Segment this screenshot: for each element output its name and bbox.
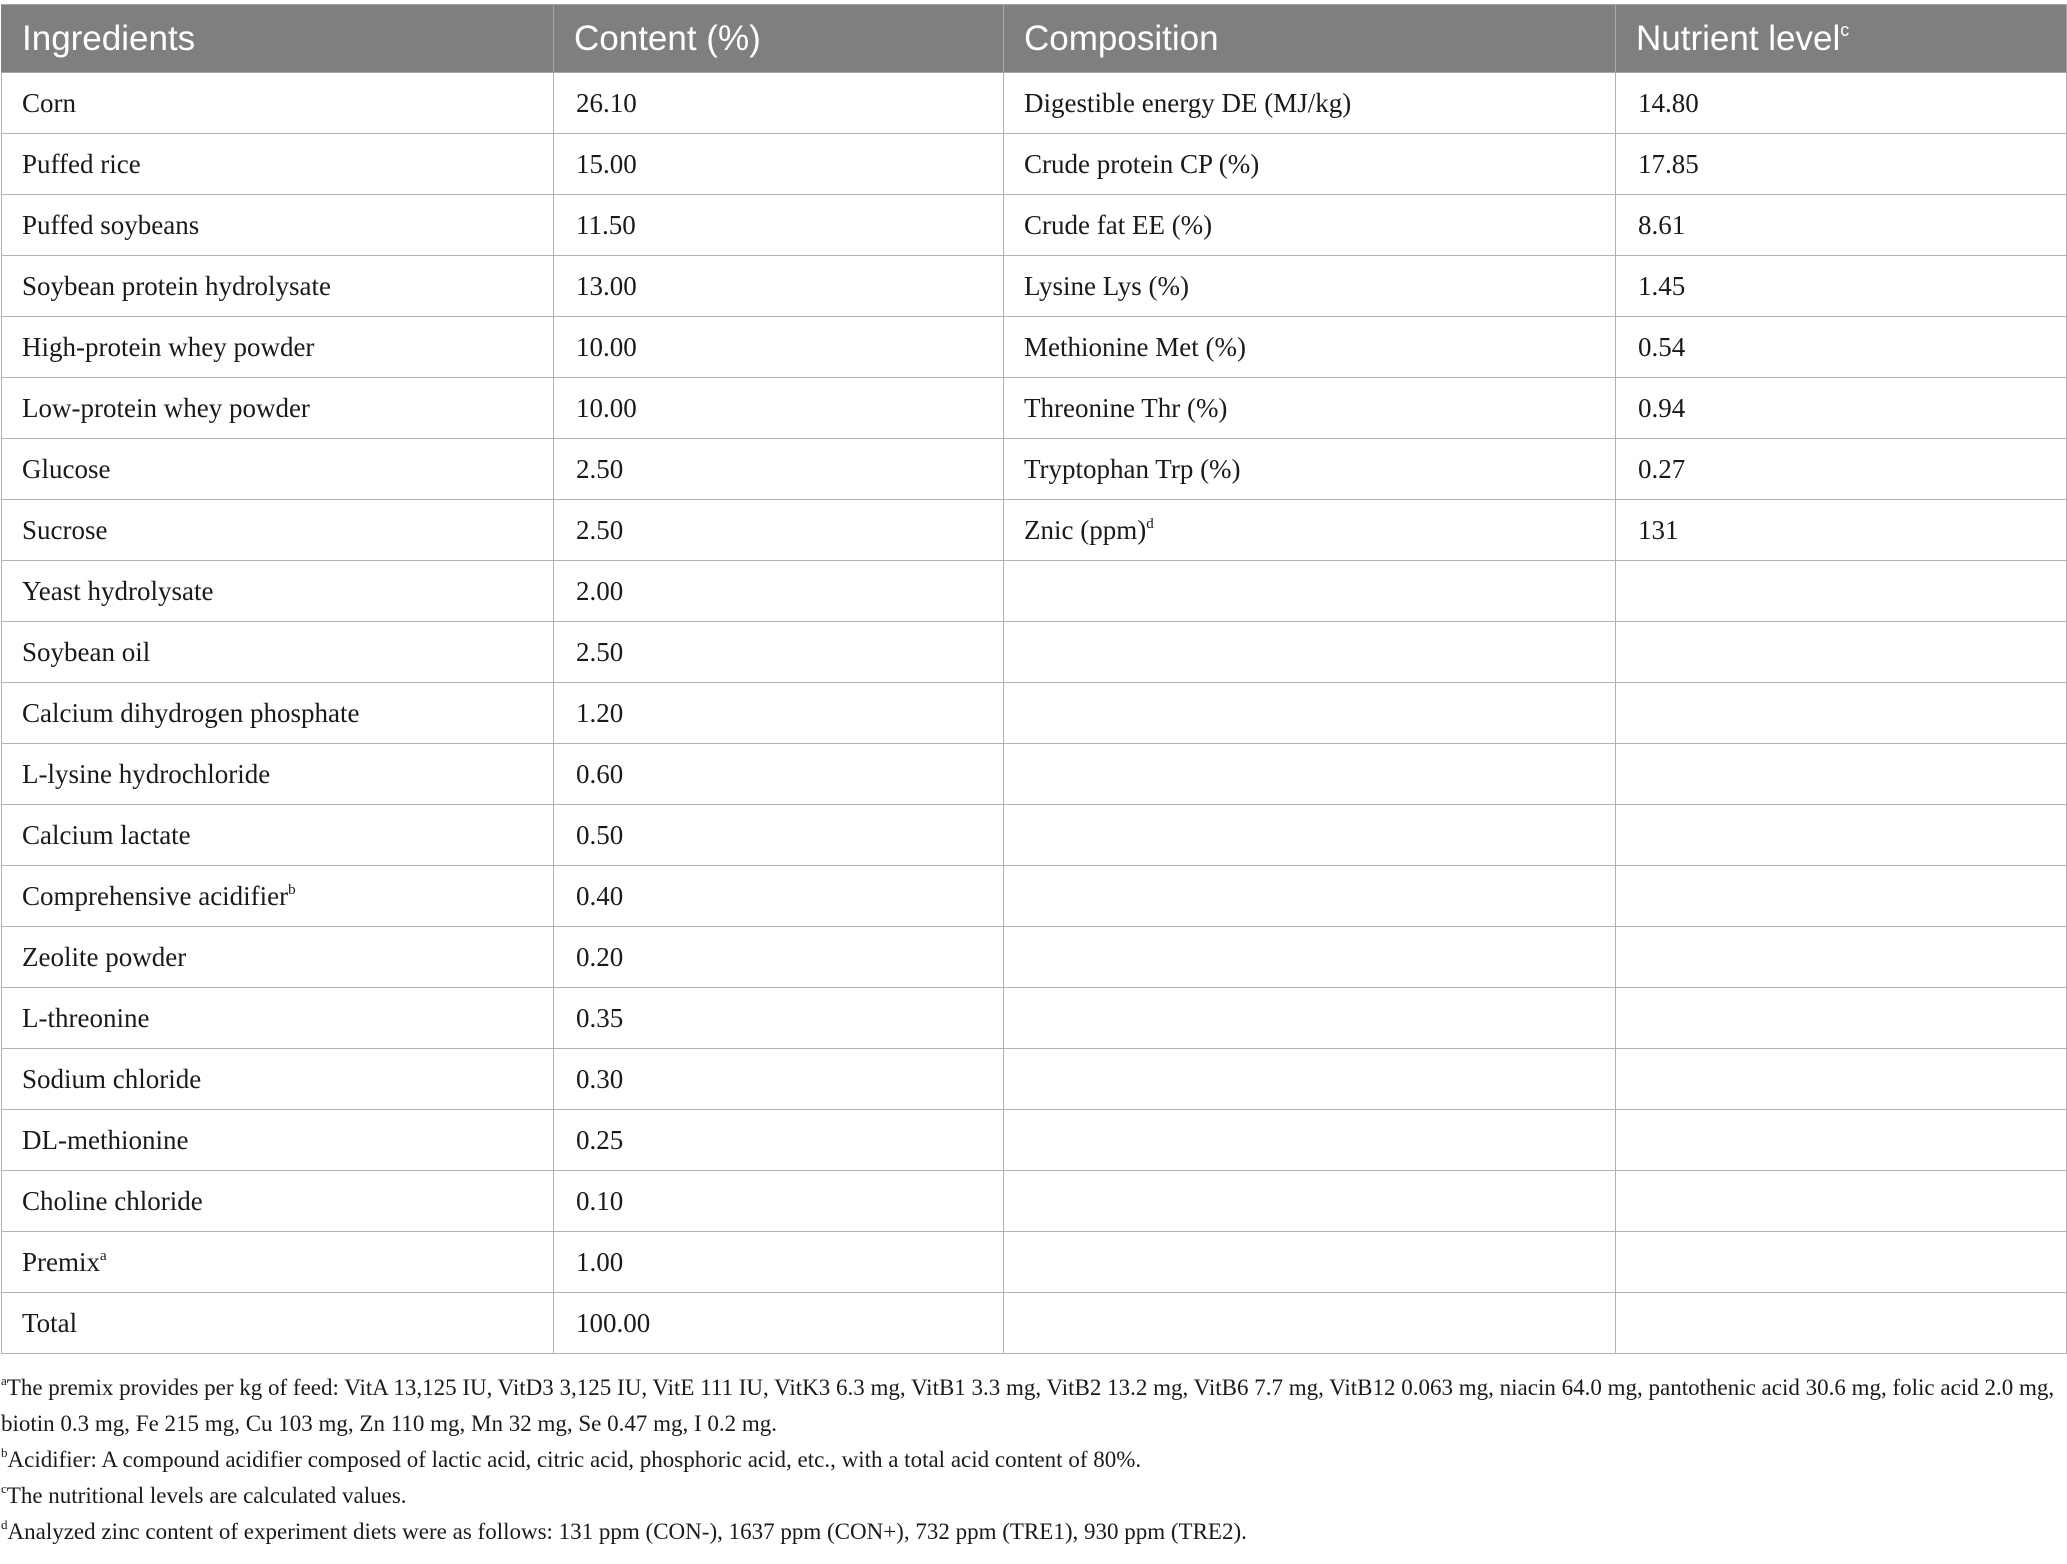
ingredient-cell-text: Choline chloride [22, 1185, 203, 1216]
content-cell [554, 317, 1004, 378]
footnotes [0, 1370, 2060, 1550]
ingredient-cell-text: Sucrose [22, 514, 108, 545]
footnote-a [0, 1370, 2060, 1442]
nutrient-level-cell-text: 0.54 [1638, 331, 1686, 362]
content-cell [554, 195, 1004, 256]
footnote-ref-c: c [1840, 19, 1850, 40]
nutrient-level-cell [1616, 561, 2067, 622]
footnote-mark: d [1, 1517, 8, 1532]
ingredient-cell [2, 378, 554, 439]
nutrient-level-cell [1616, 866, 2067, 927]
composition-cell [1004, 1110, 1616, 1171]
nutrient-level-cell [1616, 1232, 2067, 1293]
table-row [2, 927, 2067, 988]
ingredient-cell-text: Zeolite powder [22, 941, 187, 972]
composition-cell [1004, 683, 1616, 744]
content-cell [554, 683, 1004, 744]
ingredient-cell [2, 744, 554, 805]
content-cell [554, 1232, 1004, 1293]
diet-composition-table [1, 4, 2067, 1354]
ingredient-cell-text: Calcium dihydrogen phosphate [22, 697, 360, 728]
nutrient-level-cell [1616, 134, 2067, 195]
ingredient-cell [2, 73, 554, 134]
header-row [2, 5, 2067, 73]
content-cell [554, 988, 1004, 1049]
nutrient-level-cell-text: 0.94 [1638, 392, 1686, 423]
content-cell [554, 256, 1004, 317]
ingredient-cell-text: DL-methionine [22, 1124, 189, 1155]
ingredient-cell-text: Premix [22, 1246, 100, 1277]
content-cell-text: 13.00 [576, 270, 637, 301]
content-cell-text: 26.10 [576, 87, 637, 118]
composition-cell-text: Tryptophan Trp (%) [1024, 453, 1241, 484]
footnote-d [0, 1514, 2060, 1550]
ingredient-cell-text: Soybean oil [22, 636, 151, 667]
nutrient-level-cell-text: 8.61 [1638, 209, 1686, 240]
ingredient-cell [2, 683, 554, 744]
composition-cell-text: Crude fat EE (%) [1024, 209, 1213, 240]
composition-cell [1004, 256, 1616, 317]
table-row [2, 195, 2067, 256]
table-row [2, 439, 2067, 500]
content-cell [554, 561, 1004, 622]
composition-cell [1004, 73, 1616, 134]
nutrient-level-cell [1616, 378, 2067, 439]
ingredient-cell [2, 927, 554, 988]
footnote-c [0, 1478, 2060, 1514]
footnote-mark: b [1, 1445, 8, 1460]
composition-cell [1004, 927, 1616, 988]
ingredient-cell-text: Corn [22, 87, 76, 118]
content-cell [554, 1110, 1004, 1171]
table-row [2, 805, 2067, 866]
content-cell-text: 1.20 [576, 697, 624, 728]
table-row [2, 1110, 2067, 1171]
table-row [2, 622, 2067, 683]
content-cell-text: 0.10 [576, 1185, 624, 1216]
nutrient-level-cell [1616, 73, 2067, 134]
composition-cell [1004, 1049, 1616, 1110]
content-cell [554, 500, 1004, 561]
composition-cell-text: Digestible energy DE (MJ/kg) [1024, 87, 1352, 118]
ingredient-cell-text: L-lysine hydrochloride [22, 758, 271, 789]
content-cell [554, 1171, 1004, 1232]
ingredient-cell [2, 561, 554, 622]
nutrient-level-cell [1616, 1110, 2067, 1171]
footnote-text: The premix provides per kg of feed: VitA 13,125 IU, VitD3 3,125 IU, VitE 111 IU, VitK3 6.3 mg, VitB1 3.3 mg, VitB2 13.2 mg, VitB6 7.7 mg, VitB12 0.063 mg, niacin 64.0 mg, pantothenic acid 30.6 mg, folic acid 2.0 mg, biotin 0.3 mg, Fe 215 mg, Cu 103 mg, Zn 110 mg, Mn 32 mg, Se 0.47 mg, I 0.2 mg. [1, 1375, 2055, 1436]
footnote-b [0, 1442, 2060, 1478]
content-cell [554, 622, 1004, 683]
ingredient-cell [2, 256, 554, 317]
header-content: Content (%) [554, 5, 1004, 73]
nutrient-level-cell [1616, 988, 2067, 1049]
table-row [2, 317, 2067, 378]
table-row [2, 500, 2067, 561]
content-cell-text: 1.00 [576, 1246, 624, 1277]
composition-cell [1004, 805, 1616, 866]
ingredient-cell-text: Comprehensive acidifier [22, 880, 289, 911]
composition-cell-text: Lysine Lys (%) [1024, 270, 1189, 301]
table-row [2, 378, 2067, 439]
ingredient-cell [2, 988, 554, 1049]
nutrient-level-cell-text: 17.85 [1638, 148, 1699, 179]
table-header [2, 5, 2067, 73]
ingredient-cell [2, 622, 554, 683]
ingredient-cell [2, 805, 554, 866]
composition-cell [1004, 622, 1616, 683]
ingredient-cell-text: Glucose [22, 453, 111, 484]
composition-cell [1004, 1232, 1616, 1293]
ingredient-cell-text: Soybean protein hydrolysate [22, 270, 331, 301]
composition-cell-text: Crude protein CP (%) [1024, 148, 1260, 179]
table-row [2, 561, 2067, 622]
composition-cell [1004, 134, 1616, 195]
nutrient-level-cell [1616, 195, 2067, 256]
composition-cell-text: Methionine Met (%) [1024, 331, 1246, 362]
ingredient-cell-text: Yeast hydrolysate [22, 575, 214, 606]
footnote-mark: c [1, 1481, 7, 1496]
content-cell [554, 1049, 1004, 1110]
ingredient-cell [2, 134, 554, 195]
ingredient-cell-text: Sodium chloride [22, 1063, 202, 1094]
ingredient-cell-text: Puffed rice [22, 148, 141, 179]
nutrient-level-cell [1616, 1293, 2067, 1354]
table-row [2, 1049, 2067, 1110]
ingredient-cell-text: Low-protein whey powder [22, 392, 310, 423]
ingredient-cell [2, 439, 554, 500]
nutrient-level-cell [1616, 744, 2067, 805]
table-row [2, 866, 2067, 927]
ingredient-cell [2, 1110, 554, 1171]
ingredient-cell-text: High-protein whey powder [22, 331, 315, 362]
content-cell-text: 2.50 [576, 453, 624, 484]
footnote-ref: b [288, 881, 296, 898]
content-cell [554, 73, 1004, 134]
ingredient-cell [2, 500, 554, 561]
table-row [2, 256, 2067, 317]
ingredient-cell-text: Puffed soybeans [22, 209, 200, 240]
nutrient-level-cell [1616, 439, 2067, 500]
composition-cell [1004, 988, 1616, 1049]
composition-cell [1004, 439, 1616, 500]
content-cell [554, 866, 1004, 927]
ingredient-cell [2, 1232, 554, 1293]
header-composition: Composition [1004, 5, 1616, 73]
content-cell-text: 0.60 [576, 758, 624, 789]
footnote-text: Analyzed zinc content of experiment diets were as follows: 131 ppm (CON-), 1637 ppm (CON+), 732 ppm (TRE1), 930 ppm (TRE2). [7, 1519, 1247, 1544]
nutrient-level-cell [1616, 317, 2067, 378]
nutrient-level-cell [1616, 805, 2067, 866]
content-cell-text: 0.25 [576, 1124, 624, 1155]
table-row [2, 1171, 2067, 1232]
footnote-text: Acidifier: A compound acidifier composed of lactic acid, citric acid, phosphoric acid, etc., with a total acid content of 80%. [7, 1447, 1142, 1472]
content-cell [554, 927, 1004, 988]
nutrient-level-cell-text: 1.45 [1638, 270, 1686, 301]
content-cell-text: 10.00 [576, 392, 637, 423]
content-cell [554, 805, 1004, 866]
header-ingredients: Ingredients [2, 5, 554, 73]
content-cell-text: 0.35 [576, 1002, 624, 1033]
table-row [2, 988, 2067, 1049]
nutrient-level-cell [1616, 622, 2067, 683]
composition-cell [1004, 195, 1616, 256]
content-cell-text: 2.50 [576, 514, 624, 545]
content-cell-text: 0.20 [576, 941, 624, 972]
table-container [0, 4, 2067, 1354]
nutrient-level-cell [1616, 256, 2067, 317]
content-cell [554, 378, 1004, 439]
nutrient-level-cell-text: 0.27 [1638, 453, 1686, 484]
nutrient-level-cell-text: 131 [1638, 514, 1679, 545]
content-cell [554, 1293, 1004, 1354]
footnote-mark: a [1, 1373, 7, 1388]
table-row [2, 1232, 2067, 1293]
footnote-ref: d [1146, 515, 1154, 532]
ingredient-cell-text: L-threonine [22, 1002, 150, 1033]
nutrient-level-cell [1616, 927, 2067, 988]
content-cell-text: 2.50 [576, 636, 624, 667]
composition-cell-text: Znic (ppm) [1024, 514, 1147, 545]
nutrient-level-cell [1616, 1049, 2067, 1110]
composition-cell [1004, 866, 1616, 927]
composition-cell [1004, 317, 1616, 378]
content-cell-text: 0.50 [576, 819, 624, 850]
content-cell-text: 10.00 [576, 331, 637, 362]
composition-cell [1004, 1171, 1616, 1232]
nutrient-level-cell [1616, 1171, 2067, 1232]
ingredient-cell [2, 1049, 554, 1110]
composition-cell [1004, 378, 1616, 439]
footnote-ref: a [100, 1247, 107, 1264]
content-cell-text: 0.40 [576, 880, 624, 911]
ingredient-cell [2, 317, 554, 378]
composition-cell [1004, 561, 1616, 622]
nutrient-level-cell [1616, 500, 2067, 561]
composition-cell-text: Threonine Thr (%) [1024, 392, 1228, 423]
table-row [2, 1293, 2067, 1354]
table-body [2, 73, 2067, 1354]
composition-cell [1004, 500, 1616, 561]
header-nutrient-level: Nutrient level$^c$ [1616, 5, 2067, 73]
content-cell-text: 15.00 [576, 148, 637, 179]
ingredient-cell [2, 1171, 554, 1232]
ingredient-cell-text: Total [22, 1307, 78, 1338]
content-cell-text: 11.50 [576, 209, 636, 240]
ingredient-cell-text: Calcium lactate [22, 819, 191, 850]
footnote-text: The nutritional levels are calculated values. [6, 1483, 407, 1508]
composition-cell [1004, 744, 1616, 805]
table-row [2, 683, 2067, 744]
composition-cell [1004, 1293, 1616, 1354]
content-cell [554, 744, 1004, 805]
content-cell [554, 439, 1004, 500]
table-row [2, 744, 2067, 805]
table-row [2, 73, 2067, 134]
nutrient-level-cell-text: 14.80 [1638, 87, 1699, 118]
content-cell-text: 0.30 [576, 1063, 624, 1094]
ingredient-cell [2, 866, 554, 927]
ingredient-cell [2, 195, 554, 256]
table-row [2, 134, 2067, 195]
content-cell [554, 134, 1004, 195]
ingredient-cell [2, 1293, 554, 1354]
content-cell-text: 2.00 [576, 575, 624, 606]
nutrient-level-cell [1616, 683, 2067, 744]
content-cell-text: 100.00 [576, 1307, 651, 1338]
